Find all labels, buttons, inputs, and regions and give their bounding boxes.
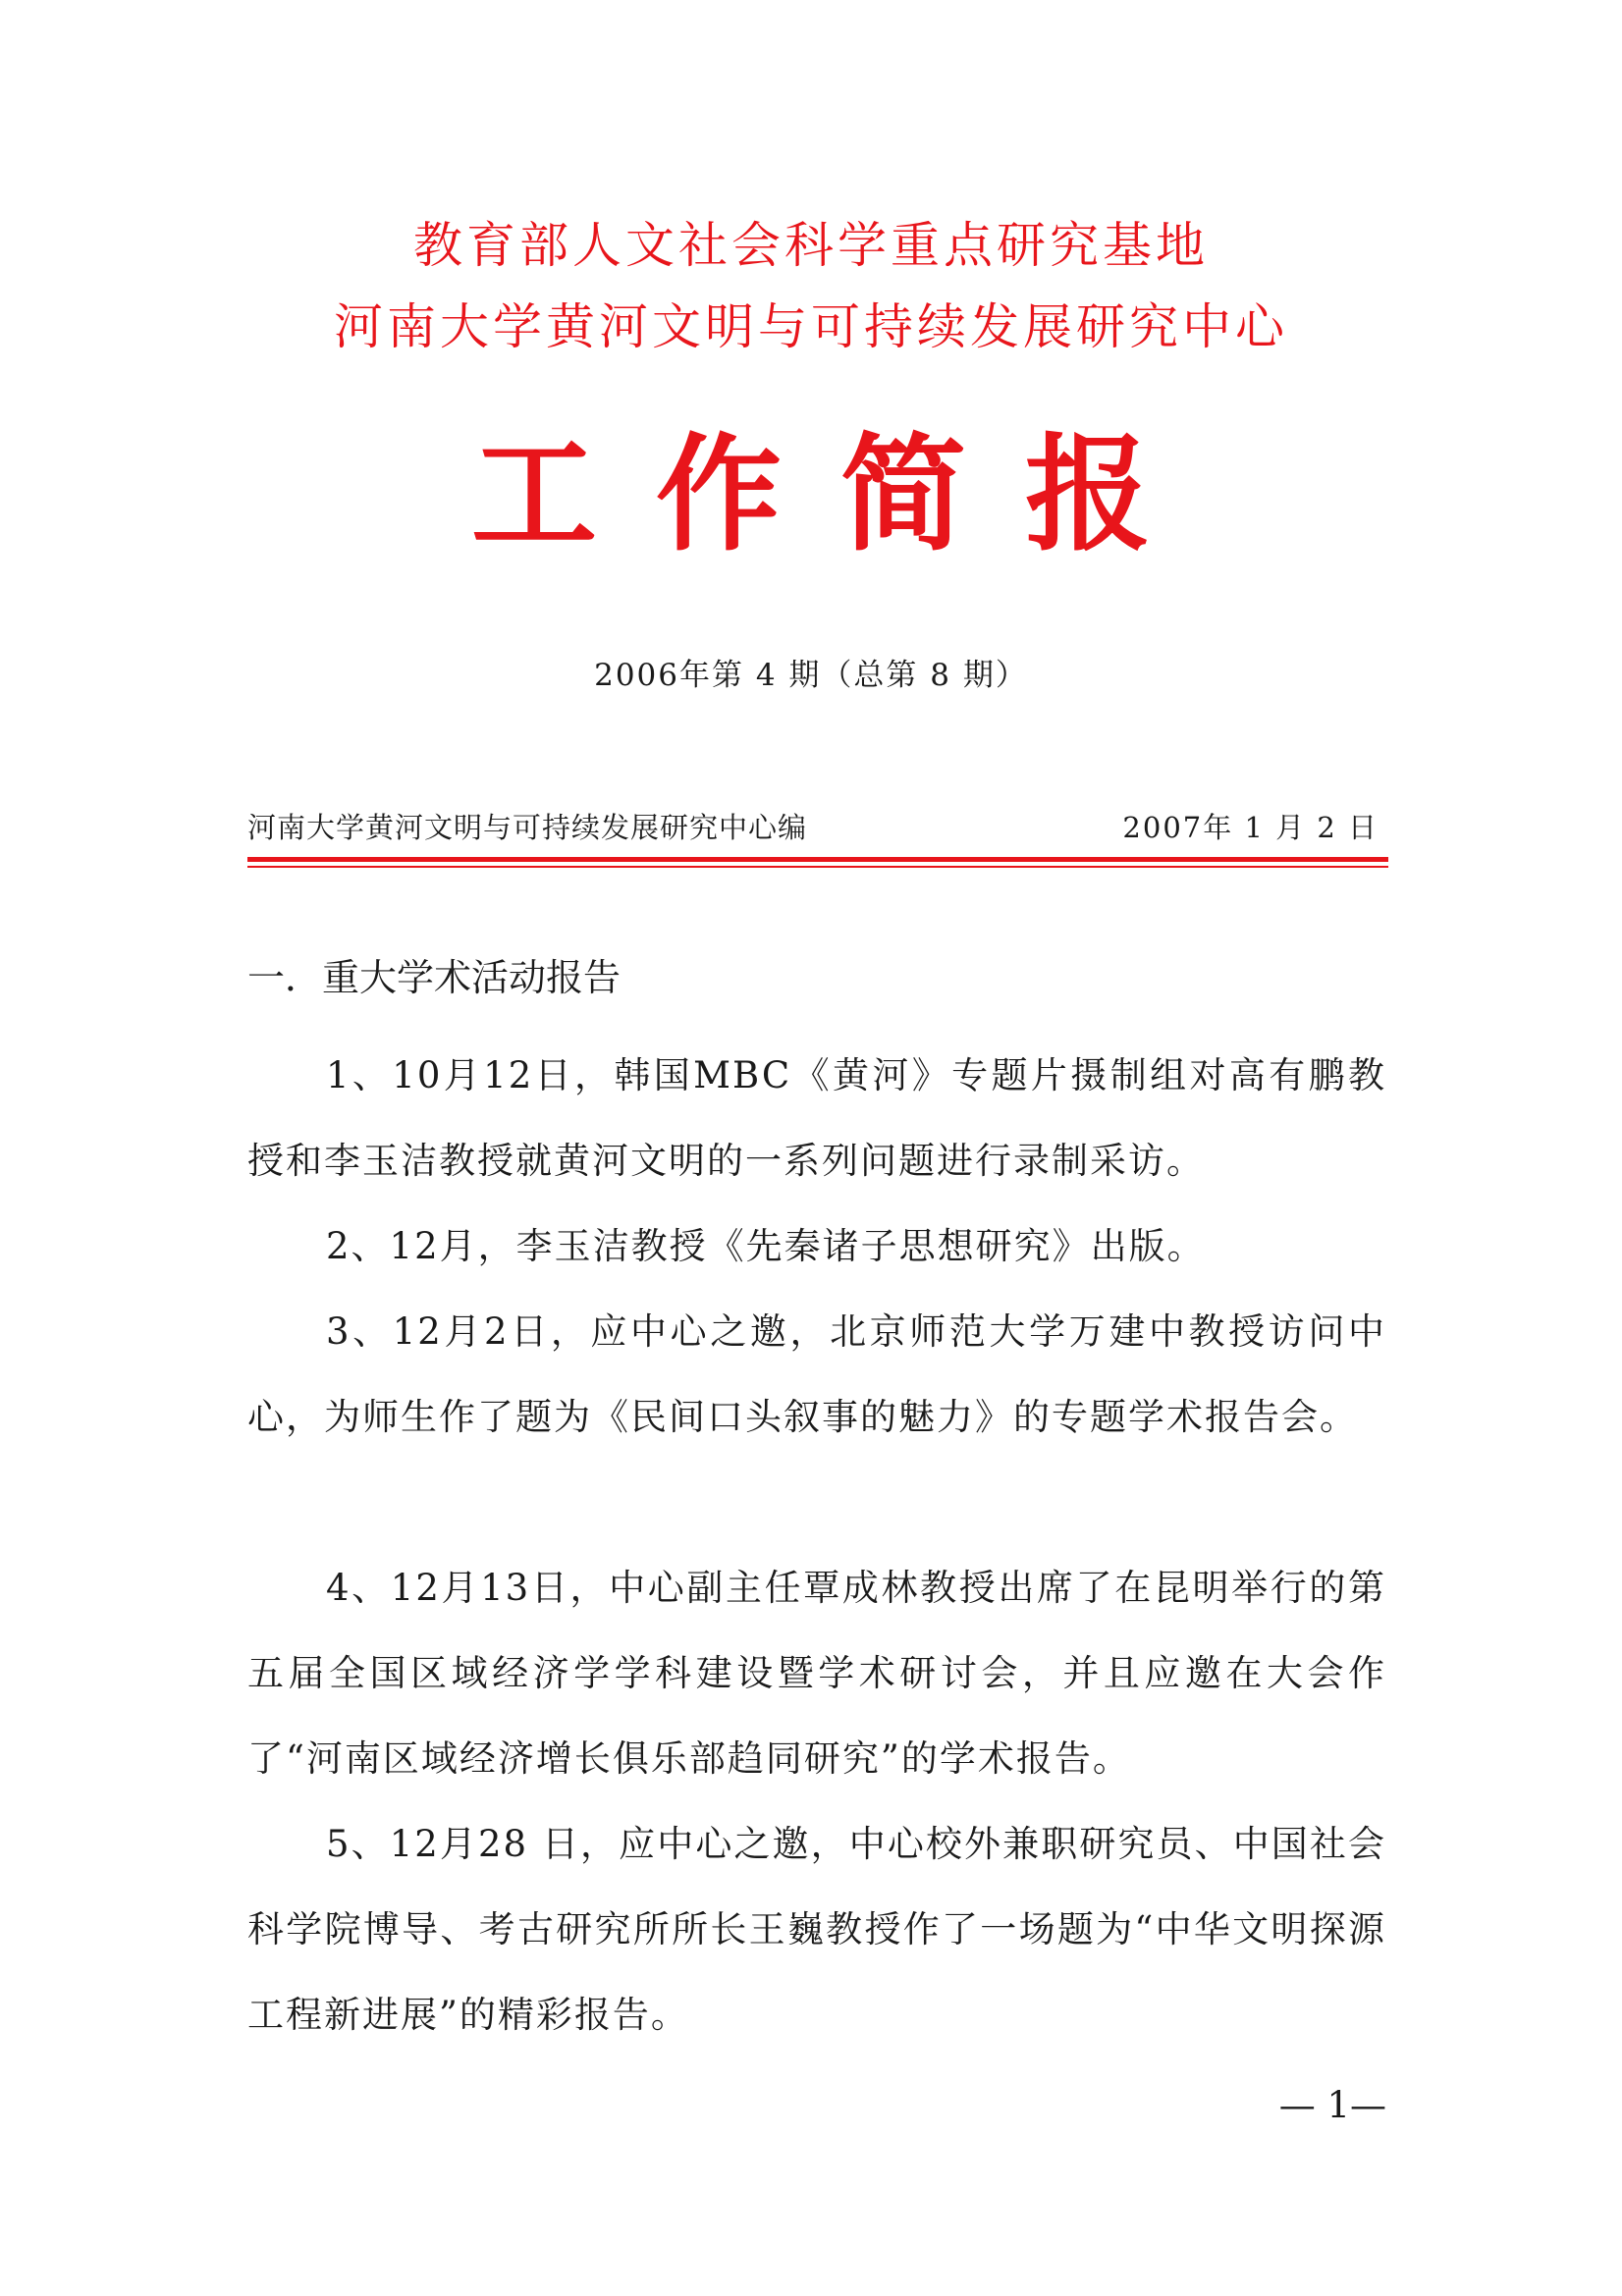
red-divider-thin <box>247 866 1388 868</box>
report-item-4 <box>247 1545 1386 1801</box>
section-heading: 一．重大学术活动报告 <box>247 956 622 999</box>
report-item-1 <box>247 1033 1386 1203</box>
report-item-text: 1、10月12日，韩国MBC《黄河》专题片摄制组对高有鹏教授和李玉洁教授就黄河文明的一系列问题进行录制采访。 <box>247 1054 1386 1182</box>
report-item-5 <box>247 1801 1386 2057</box>
bulletin-title: 工作简报 <box>470 422 1210 568</box>
institution-line-2: 河南大学黄河文明与可持续发展研究中心 <box>334 298 1288 355</box>
report-item-text: 3、12月2日，应中心之邀，北京师范大学万建中教授访问中心，为师生作了题为《民间口头叙事的魅力》的专题学术报告会。 <box>247 1310 1386 1438</box>
editor-label: 河南大学黄河文明与可持续发展研究中心编 <box>247 811 808 844</box>
report-item-text: 5、12月28 日，应中心之邀，中心校外兼职研究员、中国社会科学院博导、考古研究所所长王巍教授作了一场题为“中华文明探源工程新进展”的精彩报告。 <box>247 1823 1386 2036</box>
institution-line-1: 教育部人文社会科学重点研究基地 <box>413 217 1209 274</box>
publish-date: 2007年 1 月 2 日 <box>1122 811 1379 844</box>
report-item-3 <box>247 1289 1386 1460</box>
issue-number: 2006年第 4 期（总第 8 期） <box>594 658 1028 693</box>
report-item-text: 4、12月13日，中心副主任覃成林教授出席了在昆明举行的第五届全国区域经济学学科建设暨学术研讨会，并且应邀在大会作了“河南区域经济增长俱乐部趋同研究”的学术报告。 <box>247 1567 1386 1780</box>
masthead-row <box>247 807 1386 848</box>
report-item-2 <box>247 1203 1386 1289</box>
report-item-text: 2、12月，李玉洁教授《先秦诸子思想研究》出版。 <box>326 1225 1206 1267</box>
red-divider-thick <box>247 857 1388 862</box>
page-number: — 1— <box>1278 2084 1386 2126</box>
